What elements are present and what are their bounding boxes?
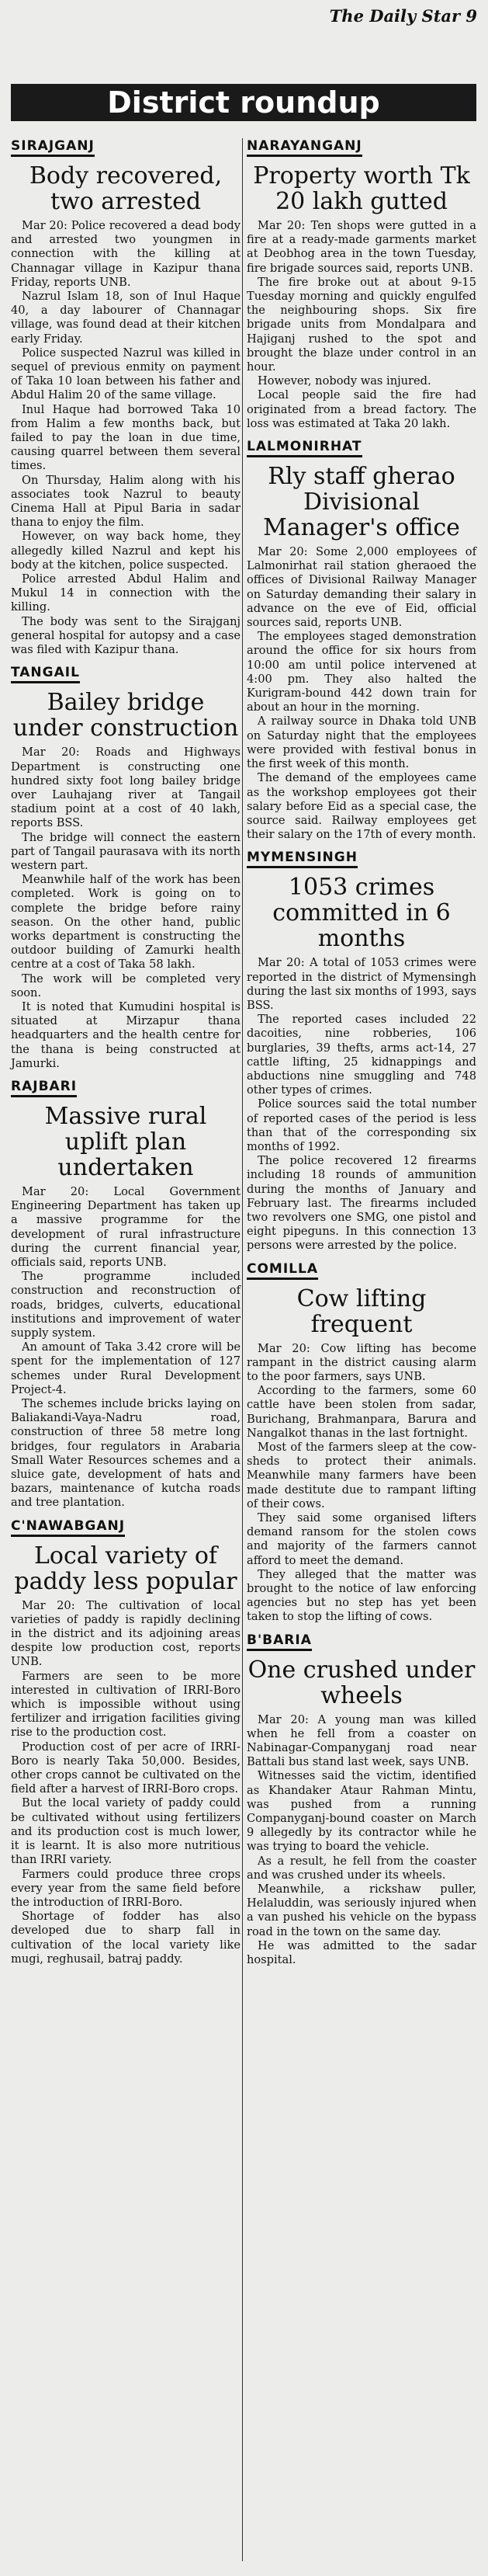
paragraph: Local people said the fire had originated from a bread factory. The loss was estimated at Taka 20 lakh. [247, 388, 476, 430]
paragraph: Most of the farmers sleep at the cow-sheds to protect their animals. Meanwhile many farmers have been made destitute due to rampant lifting of their cows. [247, 1441, 476, 1510]
paragraph: Mar 20: Cow lifting has become rampant in the district causing alarm to the poor farmers, says UNB. [247, 1341, 476, 1383]
paragraph: Mar 20: The cultivation of local varieties of paddy is rapidly declining in the district and its adjoining areas despite low production cost, reports UNB. [11, 1598, 241, 1669]
paragraph: Inul Haque had borrowed Taka 10 from Halim a few months back, but failed to pay the loan in due time, causing quarrel between them several times. [11, 402, 241, 473]
paragraph: Meanwhile half of the work has been completed. Work is going on to complete the bridge before rainy season. On the other hand, public works department is constructing the outdoor building of Zamurki health centre at a cost of Taka 58 lakh. [11, 873, 241, 972]
headline: Bailey bridge under construction [12, 689, 239, 742]
paragraph: They alleged that the matter was brought to the notice of law enforcing agencies but no step has yet been taken to stop the lifting of cows. [247, 1567, 476, 1624]
headline: 1053 crimes committed in 6 months [272, 874, 451, 953]
paragraph: As a result, he fell from the coaster and was crushed under its wheels. [247, 1854, 476, 1882]
article-mymensingh [247, 850, 476, 1253]
paragraph: They said some organised lifters demand ransom for the stolen cows and majority of the farmers cannot afford to meet the demand. [247, 1511, 476, 1567]
article-body [247, 1713, 476, 1968]
district-label: RAJBARI [11, 1079, 77, 1097]
article-body [247, 1342, 476, 1625]
district-label: COMILLA [247, 1261, 318, 1280]
headline: Body recovered, two arrested [29, 162, 223, 215]
district-label: B'BARIA [247, 1632, 312, 1651]
masthead [0, 3, 488, 26]
paragraph: Police sources said the total number of reported cases of the period is less than that of the corresponding six months of 1992. [247, 1097, 476, 1153]
paragraph: Mar 20: Roads and Highways Department is constructing one hundred sixty foot long bailey bridge over Lauhajang river at Tangail stadium point at a cost of 40 lakh, reports BSS. [11, 746, 241, 830]
paper-name-and-page [330, 6, 477, 26]
district-label: MYMENSINGH [247, 850, 358, 868]
article-body [247, 219, 476, 431]
paragraph: The reported cases included 22 dacoities, nine robberies, 106 burglaries, 39 thefts, arms act-14, 27 cattle lifting, 25 kidnappings and abductions nine smuggling and 748 other types of crimes. [247, 1013, 476, 1097]
paragraph: Nazrul Islam 18, son of Inul Haque 40, a day labourer of Channagar village, was found dead at their kitchen early Friday. [11, 290, 241, 346]
paragraph: However, on way back home, they allegedly killed Nazrul and kept his body at the kitchen, police suspected. [11, 530, 241, 572]
article-narayanganj [247, 138, 476, 431]
paragraph: Police suspected Nazrul was killed in sequel of previous enmity on payment of Taka 10 loan between his father and Abdul Halim 20 of the same village. [11, 346, 241, 402]
paragraph: Shortage of fodder has also developed due to sharp fall in cultivation of the local variety like mugi, reghusail, batraj paddy. [11, 1910, 241, 1966]
headline: Local variety of paddy less popular [14, 1542, 237, 1595]
article-body [11, 746, 241, 1071]
paragraph: However, nobody was injured. [258, 374, 431, 388]
article-sirajganj [11, 138, 241, 657]
headline: Massive rural uplift plan undertaken [44, 1102, 207, 1181]
paragraph: Mar 20: Police recovered a dead body and arrested two youngmen in connection with the killing at Channagar village in Kazipur thana Friday, reports UNB. [11, 219, 241, 289]
paragraph: The body was sent to the Sirajganj general hospital for autopsy and a case was filed with Kazipur thana. [11, 614, 241, 657]
paper-name: The Daily Star [329, 6, 461, 26]
paragraph: The schemes include bricks laying on Baliakandi-Vaya-Nadru road, construction of three 58 metre long bridges, four regulators in Arabaria Small Water Resources schemes and a sluice gate, development of hats and bazars, maintenance of kutcha roads and tree plantation. [11, 1397, 241, 1510]
paragraph: He was admitted to the sadar hospital. [247, 1938, 476, 1967]
paragraph: The work will be completed very soon. [11, 972, 241, 999]
district-label: NARAYANGANJ [247, 138, 362, 157]
paragraph: But the local variety of paddy could be cultivated without using fertilizers and its production cost is much lower, it is learnt. It is also more nutritious than IRRI variety. [11, 1796, 241, 1867]
section-banner: District roundup [11, 84, 476, 121]
paragraph: An amount of Taka 3.42 crore will be spent for the implementation of 127 schemes under Rural Development Project-4. [11, 1340, 241, 1396]
paragraph: The bridge will connect the eastern part of Tangail paurasava with its north western part. [11, 830, 241, 872]
headline: Property worth Tk 20 lakh gutted [253, 162, 470, 215]
article-body [11, 219, 241, 657]
article-body [247, 545, 476, 842]
headline: Rly staff gherao Divisional Manager's office [263, 463, 460, 542]
article-body [247, 956, 476, 1253]
column-divider [242, 138, 243, 2561]
district-label: C'NAWABGANJ [11, 1518, 125, 1537]
paragraph: Mar 20: A young man was killed when he fell from a coaster on Nabinagar-Companyganj road near Battali bus stand last week, says UNB. [247, 1712, 476, 1769]
right-column [247, 138, 476, 1975]
headline: Cow lifting frequent [296, 1285, 427, 1338]
article-c-nawabganj [11, 1518, 241, 1966]
paragraph: Mar 20: Local Government Engineering Department has taken up a massive programme for the development of rural infrastructure during the current financial year, officials said, reports UNB. [11, 1184, 241, 1269]
paragraph: Mar 20: Ten shops were gutted in a fire at a ready-made garments market at Deobhog area in the town Tuesday, fire brigade sources said, reports UNB. [247, 219, 476, 275]
district-label: TANGAIL [11, 665, 80, 683]
paragraph: Production cost of per acre of IRRI-Boro is nearly Taka 50,000. Besides, other crops cannot be cultivated on the field after a harvest of IRRI-Boro crops. [11, 1740, 241, 1796]
article-tangail [11, 665, 241, 1071]
article-body [11, 1185, 241, 1510]
page-number: 9 [466, 6, 477, 26]
paragraph: On Thursday, Halim along with his associates took Nazrul to beauty Cinema Hall at Pipul Baria in sadar thana to enjoy the film. [11, 473, 241, 530]
paragraph: The police recovered 12 firearms including 18 rounds of ammunition during the months of January and February last. The firearms included two revolvers one SMG, one pistol and eight pipeguns. In this connection 13 persons were arrested by the police. [247, 1154, 476, 1253]
paragraph: The demand of the employees came as the workshop employees got their salary before Eid as a special case, the source said. Railway employees get their salary on the 17th of every month. [247, 771, 476, 842]
paragraph: The programme included construction and reconstruction of roads, bridges, culverts, educational institutions and improvement of water supply system. [11, 1270, 241, 1340]
district-label: SIRAJGANJ [11, 138, 95, 157]
paragraph: Police arrested Abdul Halim and Mukul 14 in connection with the killing. [11, 572, 241, 614]
paragraph: Mar 20: Some 2,000 employees of Lalmonirhat rail station gheraoed the offices of Divisional Railway Manager on Saturday demanding their salary in advance on the eve of Eid, official sources said, reports UNB. [247, 545, 476, 630]
article-lalmonirhat [247, 439, 476, 842]
article-rajbari [11, 1079, 241, 1510]
paragraph: The fire broke out at about 9-15 Tuesday morning and quickly engulfed the neighbouring shops. Six fire brigade units from Mondalpara and Hajiganj rushed to the spot and brought the blaze under control in an hour. [247, 275, 476, 374]
left-column [11, 138, 241, 1974]
district-label: LALMONIRHAT [247, 439, 362, 457]
article-body [11, 1599, 241, 1966]
paragraph: Farmers could produce three crops every year from the same field before the introduction of IRRI-Boro. [11, 1867, 241, 1909]
paragraph: Farmers are seen to be more interested in cultivation of IRRI-Boro which is impossible without using fertilizer and irrigation facilities giving rise to the production cost. [11, 1669, 241, 1740]
paragraph: According to the farmers, some 60 cattle have been stolen from sadar, Burichang, Brahmanpara, Barura and Nangalkot thanas in the last fortnight. [247, 1384, 476, 1440]
paragraph: Mar 20: A total of 1053 crimes were reported in the district of Mymensingh during the last six months of 1993, says BSS. [247, 956, 476, 1012]
paragraph: It is noted that Kumudini hospital is situated at Mirzapur thana headquarters and the health centre for the thana is being constructed at Jamurki. [11, 999, 241, 1070]
paragraph: Witnesses said the victim, identified as Khandaker Ataur Rahman Mintu, was pushed from a running Companyganj-bound coaster on March 9 allegedly by its contractor while he was trying to board the vehicle. [247, 1769, 476, 1854]
paragraph: The employees staged demonstration around the office for six hours from 10:00 am until police intervened at 4:00 pm. They also halted the Kurigram-bound 442 down train for about an hour in the morning. [247, 630, 476, 714]
paragraph: A railway source in Dhaka told UNB on Saturday night that the employees were provided with festival bonus in the first week of this month. [247, 714, 476, 771]
paragraph: Meanwhile, a rickshaw puller, Helaluddin, was seriously injured when a van pushed his vehicle on the bypass road in the town on the same day. [247, 1882, 476, 1938]
headline: One crushed under wheels [247, 1656, 476, 1709]
article-b-baria [247, 1632, 476, 1968]
article-comilla [247, 1261, 476, 1625]
